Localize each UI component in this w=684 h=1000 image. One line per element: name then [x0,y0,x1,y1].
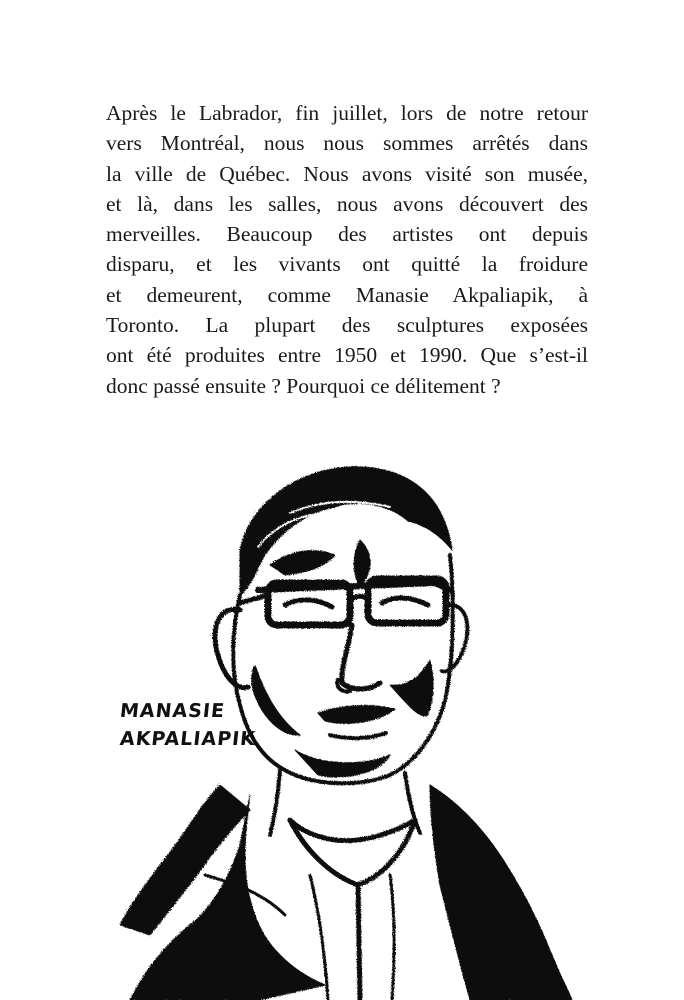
paragraph-line: et là, dans les salles, nous avons découvert des [106,191,588,216]
paragraph-line: Après le Labrador, fin juillet, lors de notre retour [106,101,588,125]
paragraph-line: ont été produites entre 1950 et 1990. Que s’est-il [106,343,588,368]
paragraph-line: donc passé ensuite ? Pourquoi ce délitement ? [106,373,501,398]
portrait-caption-line1: MANASIE [118,700,227,722]
paragraph-line: et demeurent, comme Manasie Akpaliapik, à [106,282,588,307]
portrait-caption-line2: AKPALIAPIK [118,728,258,750]
body-paragraph [106,98,588,401]
paragraph-line: merveilles. Beaucoup des artistes ont depuis [106,222,588,247]
paragraph-line: Toronto. La plupart des sculptures exposées [106,313,588,338]
paragraph-line: vers Montréal, nous nous sommes arrêtés dans [106,131,588,156]
paragraph-line: disparu, et les vivants ont quitté la froidure [106,252,588,277]
paragraph-line: la ville de Québec. Nous avons visité son musée, [106,161,588,186]
